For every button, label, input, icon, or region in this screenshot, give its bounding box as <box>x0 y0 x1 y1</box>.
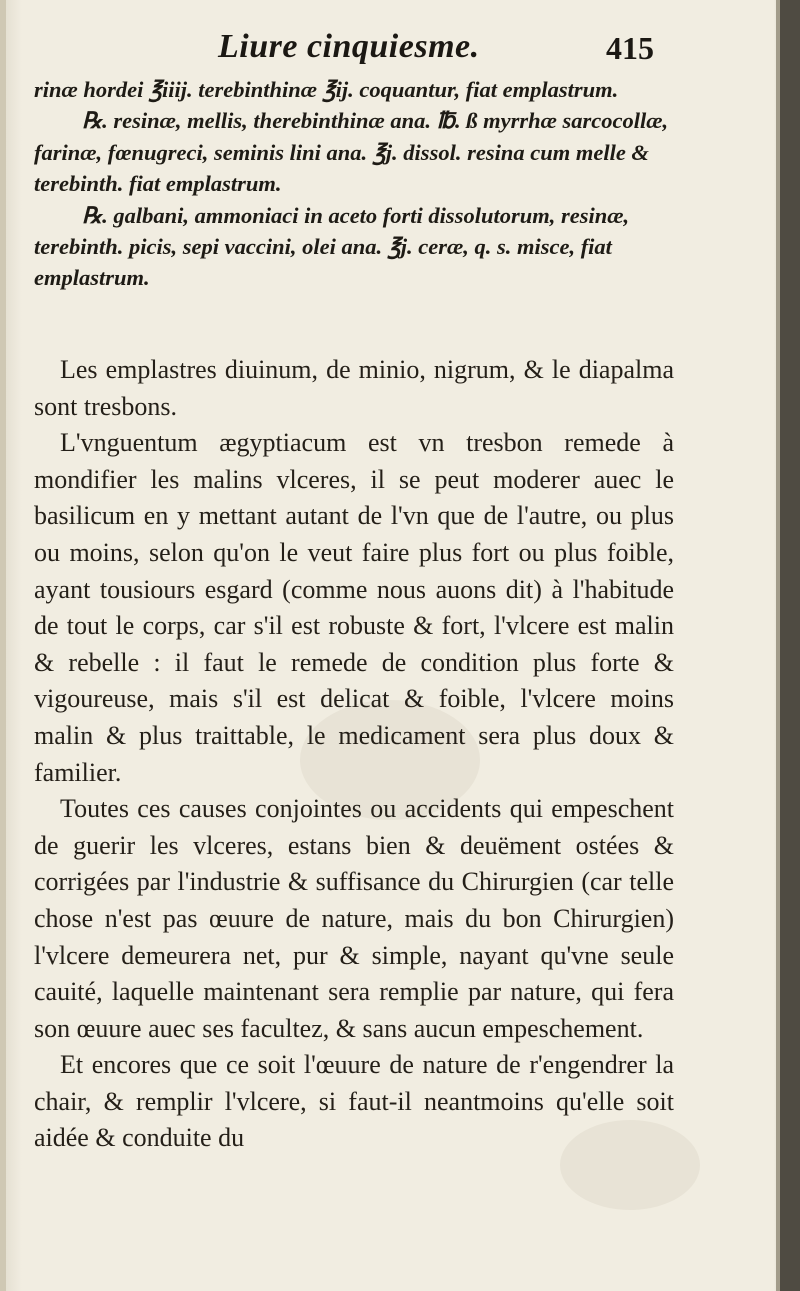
recipe-text: rinæ hordei ℥iiij. terebinthinæ ℥ij. coquantur, fiat emplastrum. <box>34 77 619 102</box>
recipe-continuation <box>34 74 674 105</box>
running-head <box>0 28 780 72</box>
paragraph: Et encores que ce soit l'œuure de nature de r'engendrer la chair, & remplir l'vlcere, si faut-il neantmoins qu'elle soit aidée & conduite du <box>34 1050 674 1153</box>
body-text <box>34 352 674 1157</box>
recipe-item <box>34 200 674 294</box>
paragraph: L'vnguentum ægyptiacum est vn tresbon remede à mondifier les malins vlceres, il se peut moderer auec le basilicum en y mettant autant de l'vn que de l'autre, ou plus ou moins, selon qu'on le veut faire plus fort ou plus foible, ayant tousiours esgard (comme nous auons dit) à l'habitude de tout le corps, car s'il est robuste & fort, l'vlcere est malin & rebelle : il faut le remede de condition plus forte & vigoureuse, mais s'il est delicat & foible, l'vlcere moins malin & plus traittable, le medicament sera plus doux & familier. <box>34 428 674 787</box>
book-spine <box>780 0 800 1291</box>
page-number: 415 <box>606 30 654 66</box>
page-left-edge <box>0 0 6 1291</box>
recipe-block <box>34 74 674 294</box>
paragraph: Les emplastres diuinum, de minio, nigrum, & le diapalma sont tresbons. <box>34 355 674 421</box>
recipe-text: ℞. resinæ, mellis, therebinthinæ ana. ℔. ß myrrhæ sarcocollæ, farinæ, fœnugreci, seminis lini ana. ℥j. dissol. resina cum melle & terebinth. fiat emplastrum. <box>34 108 669 197</box>
recipe-text: ℞. galbani, ammoniaci in aceto forti dissolutorum, resinæ, terebinth. picis, sepi vaccini, olei ana. ℥j. ceræ, q. s. misce, fiat emplastrum. <box>34 202 630 291</box>
running-title: Liure cinquiesme. <box>218 28 480 65</box>
paragraph: Toutes ces causes conjointes ou accidents qui empeschent de guerir les vlceres, estans bien & deuëment ostées & corrigées par l'industrie & suffisance du Chirurgien (car telle chose n'est pas œuure de nature, mais du bon Chirurgien) l'vlcere demeurera net, pur & simple, nayant qu'vne seule cauité, laquelle maintenant sera remplie par nature, qui fera son œuure auec ses facultez, & sans aucun empeschement. <box>34 794 674 1043</box>
recipe-item <box>34 105 674 199</box>
